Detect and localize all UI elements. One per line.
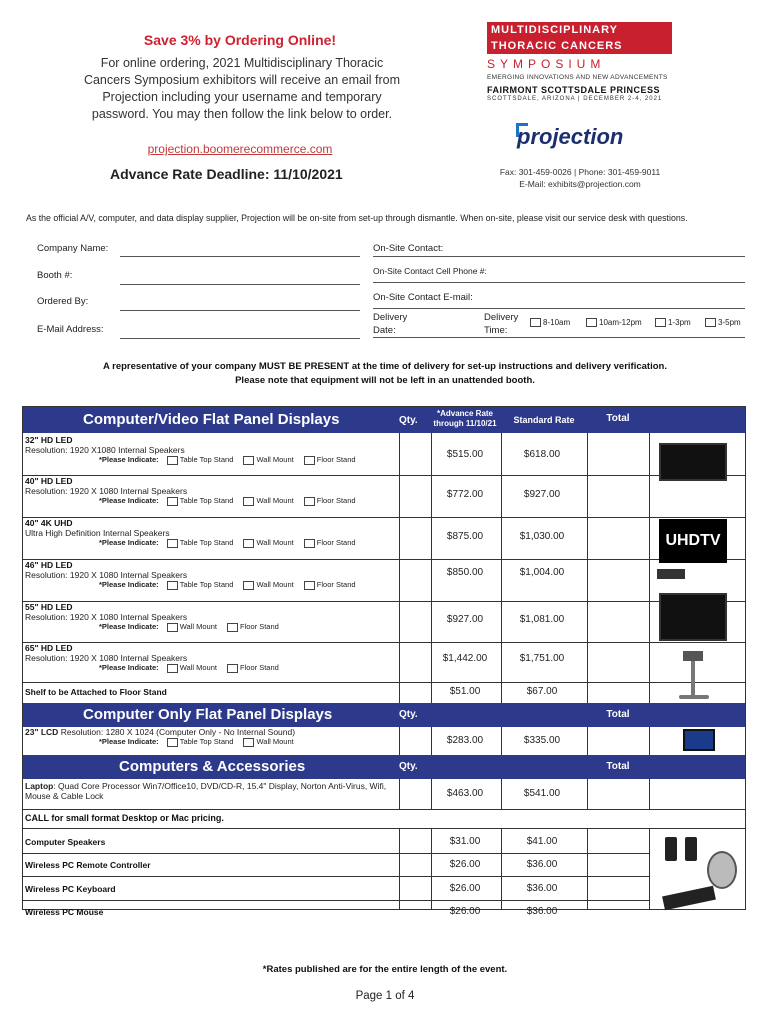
intro-text: For online ordering, 2021 Multidisciplinary Thoracic Cancers Symposium exhibitors will receive an email from Projection including your username and temporary password. You may then follow the link below to order.	[83, 56, 401, 121]
logo-location: SCOTTSDALE, ARIZONA | DECEMBER 2-4, 2021	[487, 96, 663, 102]
lcd-monitor-icon	[683, 729, 715, 751]
logo-tagline: EMERGING INNOVATIONS AND NEW ADVANCEMENTS	[487, 74, 668, 81]
time-option-1-3[interactable]	[655, 318, 691, 327]
time-option-3-5[interactable]	[705, 318, 741, 327]
delivery-notice	[40, 360, 730, 388]
opt-label: Wall Mount	[256, 455, 294, 464]
uhdtv-image-icon: UHDTV	[659, 519, 727, 563]
standard-price: $335.00	[523, 735, 561, 746]
item-46-hd	[25, 560, 395, 590]
checkbox[interactable]	[304, 539, 315, 548]
onsite-cell-field[interactable]	[373, 282, 745, 283]
row-line	[23, 876, 649, 877]
section1-header	[23, 407, 745, 433]
tv-large-image-icon	[659, 593, 727, 641]
keyboard-icon	[662, 886, 716, 911]
section2-header	[23, 703, 745, 727]
advance-price: $283.00	[446, 735, 484, 746]
checkbox[interactable]	[167, 664, 178, 673]
official-supplier-text: As the official A/V, computer, and data display supplier, Projection will be on-site from set-up through dismantle. When on-site, please visit our service desk with questions.	[26, 213, 688, 223]
advance-price: $515.00	[446, 449, 484, 460]
checkbox[interactable]	[304, 581, 315, 590]
standard-price: $67.00	[526, 686, 558, 697]
floor-stand-top-icon	[683, 651, 703, 661]
standard-price: $41.00	[526, 836, 558, 847]
opt-label: Wall Mount	[179, 663, 217, 672]
please-indicate: *Please Indicate:	[99, 455, 159, 464]
qty-header: Qty.	[399, 709, 418, 720]
advance-price: $26.00	[449, 906, 481, 917]
standard-price: $541.00	[523, 788, 561, 799]
row-line	[23, 853, 649, 854]
item-23-lcd	[25, 727, 395, 747]
company-name-label: Company Name:	[37, 243, 109, 254]
item-55-hd	[25, 602, 395, 632]
checkbox[interactable]	[227, 664, 238, 673]
please-indicate: *Please Indicate:	[99, 538, 159, 547]
advance-price: $26.00	[449, 883, 481, 894]
opt-label: Floor Stand	[316, 538, 356, 547]
item-title: 65" HD LED	[25, 643, 73, 653]
time-option-label: 3-5pm	[718, 318, 741, 327]
item-desc: : Quad Core Processor Win7/Office10, DVD/CD-R, 15.4" Display, Norton Anti-Virus, Wifi, Mouse & Cable Lock	[25, 781, 387, 801]
advance-price: $31.00	[449, 836, 481, 847]
checkbox[interactable]	[167, 581, 178, 590]
advance-price: $463.00	[446, 788, 484, 799]
checkbox[interactable]	[227, 623, 238, 632]
remote-icon	[707, 851, 737, 889]
standard-price: $927.00	[523, 489, 561, 500]
checkbox[interactable]	[167, 456, 178, 465]
row-line	[23, 682, 745, 683]
booth-label: Booth #:	[37, 270, 73, 281]
item-65-hd	[25, 643, 395, 673]
advance-price: $850.00	[446, 567, 484, 578]
opt-label: Table Top Stand	[179, 737, 234, 746]
total-header: Total	[606, 413, 630, 424]
section3-title: Computers & Accessories	[119, 758, 306, 775]
delivery-row-line	[373, 337, 745, 338]
acc-keyboard: Wireless PC Keyboard	[25, 884, 116, 894]
checkbox[interactable]	[304, 456, 315, 465]
contact-phone: Fax: 301-459-0026 | Phone: 301-459-9011	[499, 167, 661, 177]
opt-label: Floor Stand	[240, 663, 279, 672]
ordered-by-field[interactable]	[120, 310, 360, 311]
standard-price: $36.00	[526, 883, 558, 894]
checkbox[interactable]	[167, 497, 178, 506]
section2-title: Computer Only Flat Panel Displays	[83, 706, 333, 723]
checkbox[interactable]	[167, 623, 178, 632]
please-indicate: *Please Indicate:	[99, 580, 159, 589]
checkbox[interactable]	[586, 318, 597, 327]
save-title: Save 3% by Ordering Online!	[143, 32, 337, 48]
speaker-left-icon	[665, 837, 677, 861]
item-32-hd	[25, 435, 395, 465]
onsite-email-field[interactable]	[373, 308, 745, 309]
ordered-by-label: Ordered By:	[37, 296, 89, 307]
projection-logo: projection	[517, 124, 624, 149]
onsite-contact-label: On-Site Contact:	[373, 243, 444, 254]
checkbox[interactable]	[243, 738, 254, 747]
notice-line1: A representative of your company MUST BE PRESENT at the time of delivery for set-up instructions and delivery verification.	[103, 361, 667, 372]
qty-header: Qty.	[399, 415, 418, 426]
item-40-4k	[25, 518, 395, 548]
please-indicate: *Please Indicate:	[99, 737, 159, 746]
item-desc: Resolution: 1920 X 1080 Internal Speakers	[25, 486, 188, 496]
standard-price: $36.00	[526, 906, 558, 917]
item-desc: Resolution: 1920 X 1080 Internal Speakers	[25, 653, 188, 663]
opt-label: Wall Mount	[256, 737, 294, 746]
standard-rate-header: Standard Rate	[513, 415, 575, 425]
opt-label: Table Top Stand	[179, 538, 234, 547]
opt-label: Floor Stand	[240, 622, 279, 631]
item-title: 40" HD LED	[25, 476, 73, 486]
order-link[interactable]: projection.boomerecommerce.com	[147, 142, 333, 156]
opt-label: Wall Mount	[179, 622, 217, 631]
opt-label: Table Top Stand	[179, 496, 234, 505]
standard-price: $618.00	[523, 449, 561, 460]
opt-label: Floor Stand	[316, 496, 356, 505]
contact-email: E-Mail: exhibits@projection.com	[519, 179, 641, 189]
opt-label: Wall Mount	[256, 496, 294, 505]
opt-label: Floor Stand	[316, 455, 356, 464]
email-field[interactable]	[120, 338, 360, 339]
opt-label: Table Top Stand	[179, 580, 234, 589]
delivery-time-label: Delivery Time:	[484, 312, 519, 336]
deadline: Advance Rate Deadline: 11/10/2021	[110, 166, 343, 182]
checkbox[interactable]	[243, 539, 254, 548]
delivery-date-label: Delivery Date:	[373, 312, 408, 336]
item-title: 55" HD LED	[25, 602, 73, 612]
checkbox[interactable]	[243, 581, 254, 590]
advance-price: $1,442.00	[442, 653, 488, 664]
section1-title: Computer/Video Flat Panel Displays	[83, 411, 340, 428]
advance-price: $772.00	[446, 489, 484, 500]
onsite-cell-label: On-Site Contact Cell Phone #:	[373, 266, 487, 276]
please-indicate: *Please Indicate:	[99, 622, 159, 631]
advance-price: $26.00	[449, 859, 481, 870]
tv-logo-icon	[657, 569, 685, 579]
item-laptop	[25, 781, 395, 801]
item-desc: Resolution: 1920 X 1080 Internal Speakers	[25, 570, 188, 580]
floor-stand-base-icon	[679, 695, 709, 699]
col-line	[649, 433, 650, 909]
logo-line3: SYMPOSIUM	[487, 57, 606, 71]
item-title: 40" 4K UHD	[25, 518, 73, 528]
logo-venue: FAIRMONT SCOTTSDALE PRINCESS	[487, 85, 661, 95]
acc-mouse: Wireless PC Mouse	[25, 907, 104, 917]
total-header: Total	[606, 761, 630, 772]
checkbox[interactable]	[304, 497, 315, 506]
notice-line2: Please note that equipment will not be left in an unattended booth.	[235, 375, 535, 386]
acc-remote: Wireless PC Remote Controller	[25, 860, 151, 870]
rates-note: *Rates published are for the entire length of the event.	[262, 964, 508, 975]
item-desc: Resolution: 1920 X1080 Internal Speakers	[25, 445, 185, 455]
onsite-contact-field[interactable]	[373, 256, 745, 257]
shelf-title: Shelf to be Attached to Floor Stand	[25, 687, 167, 697]
qty-header: Qty.	[399, 761, 418, 772]
checkbox[interactable]	[167, 539, 178, 548]
item-desc: Resolution: 1280 X 1024 (Computer Only - No Internal Sound)	[60, 727, 296, 737]
checkbox[interactable]	[655, 318, 666, 327]
col-line	[501, 433, 502, 909]
opt-label: Floor Stand	[316, 580, 356, 589]
call-note: CALL for small format Desktop or Mac pricing.	[25, 813, 224, 823]
row-line	[23, 900, 649, 901]
please-indicate: *Please Indicate:	[99, 663, 159, 672]
item-title: 32" HD LED	[25, 435, 73, 445]
call-row	[23, 810, 745, 829]
tv-image-icon	[659, 443, 727, 481]
item-title: 46" HD LED	[25, 560, 73, 570]
section3-header	[23, 755, 745, 779]
item-desc: Ultra High Definition Internal Speakers	[25, 528, 170, 538]
item-40-hd	[25, 476, 395, 506]
total-header: Total	[606, 709, 630, 720]
item-title: Laptop	[25, 781, 54, 791]
time-option-8-10[interactable]	[530, 318, 570, 327]
contact-info	[480, 166, 680, 190]
standard-price: $1,030.00	[519, 531, 565, 542]
col-line	[399, 433, 400, 909]
floor-stand-icon	[691, 655, 695, 695]
onsite-email-label: On-Site Contact E-mail:	[373, 292, 473, 303]
symposium-logo	[487, 22, 672, 102]
opt-label: Table Top Stand	[179, 455, 234, 464]
standard-price: $1,751.00	[519, 653, 565, 664]
col-line	[587, 433, 588, 909]
company-name-field[interactable]	[120, 256, 360, 257]
speaker-right-icon	[685, 837, 697, 861]
time-option-label: 1-3pm	[668, 318, 691, 327]
time-option-label: 10am-12pm	[599, 318, 642, 327]
acc-speakers: Computer Speakers	[25, 837, 106, 847]
checkbox[interactable]	[705, 318, 716, 327]
page-number: Page 1 of 4	[355, 990, 415, 1002]
standard-price: $1,081.00	[519, 614, 565, 625]
checkbox[interactable]	[243, 497, 254, 506]
opt-label: Wall Mount	[256, 580, 294, 589]
email-label: E-Mail Address:	[37, 324, 104, 335]
item-title: 23" LCD	[25, 727, 59, 737]
logo-line2: THORACIC CANCERS	[487, 38, 672, 54]
item-desc: Resolution: 1920 X 1080 Internal Speakers	[25, 612, 188, 622]
checkbox[interactable]	[243, 456, 254, 465]
advance-price: $927.00	[446, 614, 484, 625]
logo-line1: MULTIDISCIPLINARY	[487, 22, 672, 38]
time-option-label: 8-10am	[543, 318, 571, 327]
advance-price: $51.00	[449, 686, 481, 697]
opt-label: Wall Mount	[256, 538, 294, 547]
checkbox[interactable]	[530, 318, 541, 327]
advance-price: $875.00	[446, 531, 484, 542]
standard-price: $36.00	[526, 859, 558, 870]
advance-rate-header: *Advance Rate through 11/10/21	[433, 409, 497, 428]
please-indicate: *Please Indicate:	[99, 496, 159, 505]
checkbox[interactable]	[167, 738, 178, 747]
order-table	[22, 406, 746, 917]
time-option-10-12[interactable]	[586, 318, 642, 327]
booth-field[interactable]	[120, 284, 360, 285]
standard-price: $1,004.00	[519, 567, 565, 578]
